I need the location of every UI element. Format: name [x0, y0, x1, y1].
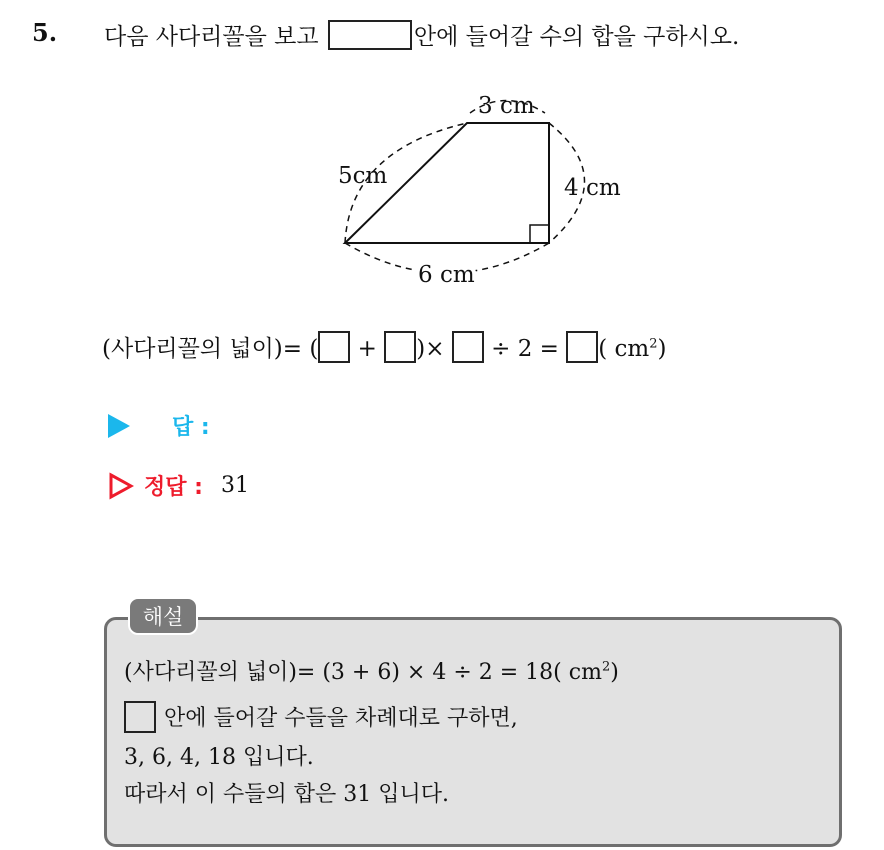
- correct-value: 31: [220, 473, 249, 498]
- answer-label: 답 :: [172, 415, 210, 440]
- solution-line-2-text: 안에 들어갈 수들을 차례대로 구하면,: [164, 706, 518, 731]
- question-text-after: 안에 들어갈 수의 합을 구하시오.: [413, 24, 740, 50]
- solution-blank-box: [124, 701, 156, 733]
- formula-div: ÷ 2 =: [491, 336, 559, 362]
- formula-prefix: (사다리꼴의 넓이)= (: [102, 336, 319, 362]
- play-arrow-icon: [108, 414, 130, 438]
- answer-row: [108, 410, 210, 441]
- solution-line-3: 3, 6, 4, 18 입니다.: [124, 745, 314, 770]
- formula-blank-3: [452, 331, 484, 363]
- solution-line-1: [124, 655, 619, 686]
- label-bottom: 6 cm: [418, 262, 475, 288]
- formula-plus: +: [357, 336, 377, 362]
- solution-line-4: 따라서 이 수들의 합은 31 입니다.: [124, 782, 449, 807]
- question-number: 5.: [32, 18, 58, 47]
- question-text-before: 다음 사다리꼴을 보고: [104, 24, 319, 50]
- solution-line-2: [124, 701, 518, 735]
- formula-blank-4: [566, 331, 598, 363]
- solution-tab: 해설: [128, 597, 198, 635]
- solution-line-1-sup: 2: [601, 659, 611, 675]
- solution-line-1-text: (사다리꼴의 넓이)= (3 + 6) × 4 ÷ 2 = 18( cm: [124, 660, 602, 685]
- solution-line-1-close: ): [610, 660, 619, 685]
- formula-unit-sup: 2: [649, 336, 658, 352]
- correct-label: 정답 :: [144, 475, 203, 500]
- label-right: 4 cm: [564, 175, 621, 201]
- formula-unit: ( cm: [598, 336, 650, 362]
- formula-blank-2: [384, 331, 416, 363]
- right-angle-mark: [530, 225, 549, 243]
- area-formula: [102, 330, 667, 366]
- label-top: 3 cm: [478, 93, 535, 119]
- correct-answer-row: [108, 470, 249, 501]
- formula-blank-1: [318, 331, 350, 363]
- trapezoid-figure: [0, 0, 884, 320]
- formula-unit-close: ): [657, 336, 667, 362]
- label-left: 5cm: [338, 163, 388, 189]
- formula-times: )×: [416, 336, 445, 362]
- outline-arrow-icon: [108, 472, 134, 500]
